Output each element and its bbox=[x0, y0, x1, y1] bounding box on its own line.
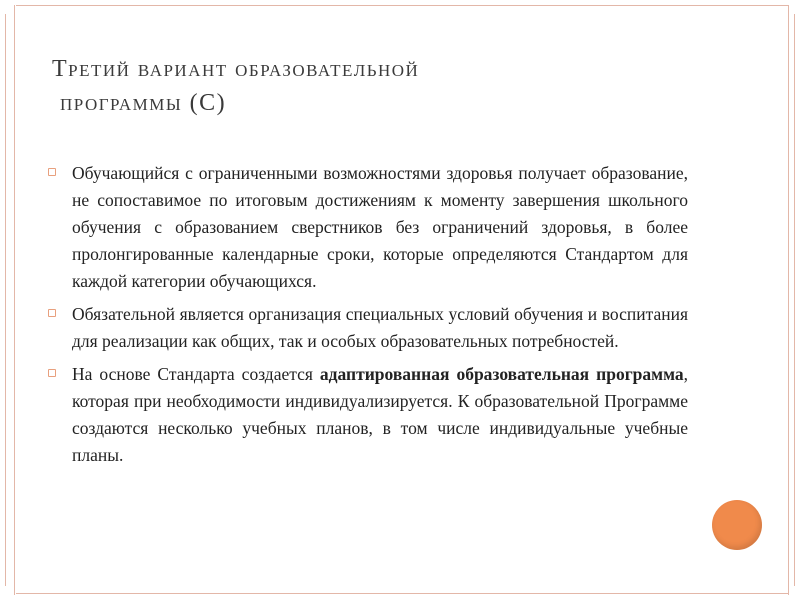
bullet-marker-icon bbox=[48, 309, 56, 317]
bullet-item-1 bbox=[48, 160, 688, 295]
slide-title-line2: программы (С) bbox=[60, 90, 227, 116]
bullet-text-3-suffix: , которая при необходимости индивидуализируется. К образовательной Программе создаются несколько учебных планов, в том числе индивидуальные учебные планы. bbox=[72, 364, 688, 465]
bullet-marker-icon bbox=[48, 168, 56, 176]
bullet-item-2 bbox=[48, 301, 688, 355]
bullet-marker-icon bbox=[48, 369, 56, 377]
bullet-text-2: Обязательной является организация специальных условий обучения и воспитания для реализации как общих, так и особых образовательных потребностей. bbox=[72, 304, 688, 351]
frame-border-left bbox=[5, 14, 6, 586]
frame-border-right-outer bbox=[794, 14, 795, 586]
bullet-text-3-prefix: На основе Стандарта создается bbox=[72, 364, 320, 384]
bullet-text-1: Обучающийся с ограниченными возможностями здоровья получает образование, не сопоставимое по итоговым достижениям к моменту завершения школьного обучения с образованием сверстников без ограничений здоровья, в более пролонгированные календарные сроки, которые определяются Стандартом для каждой категории обучающихся. bbox=[72, 163, 688, 291]
slide-title bbox=[52, 52, 419, 120]
bullet-text-3 bbox=[72, 361, 688, 469]
bullet-list bbox=[48, 160, 688, 475]
slide-title-line1: Третий вариант образовательной bbox=[52, 56, 420, 82]
bullet-item-3 bbox=[48, 361, 688, 469]
accent-circle bbox=[712, 500, 762, 550]
frame-border-left-inner bbox=[14, 5, 15, 595]
frame-border-bottom bbox=[16, 593, 789, 594]
frame-border-right bbox=[788, 5, 789, 595]
frame-border-top bbox=[16, 5, 789, 6]
bullet-text-3-bold: адаптированная образовательная программа bbox=[319, 364, 684, 384]
